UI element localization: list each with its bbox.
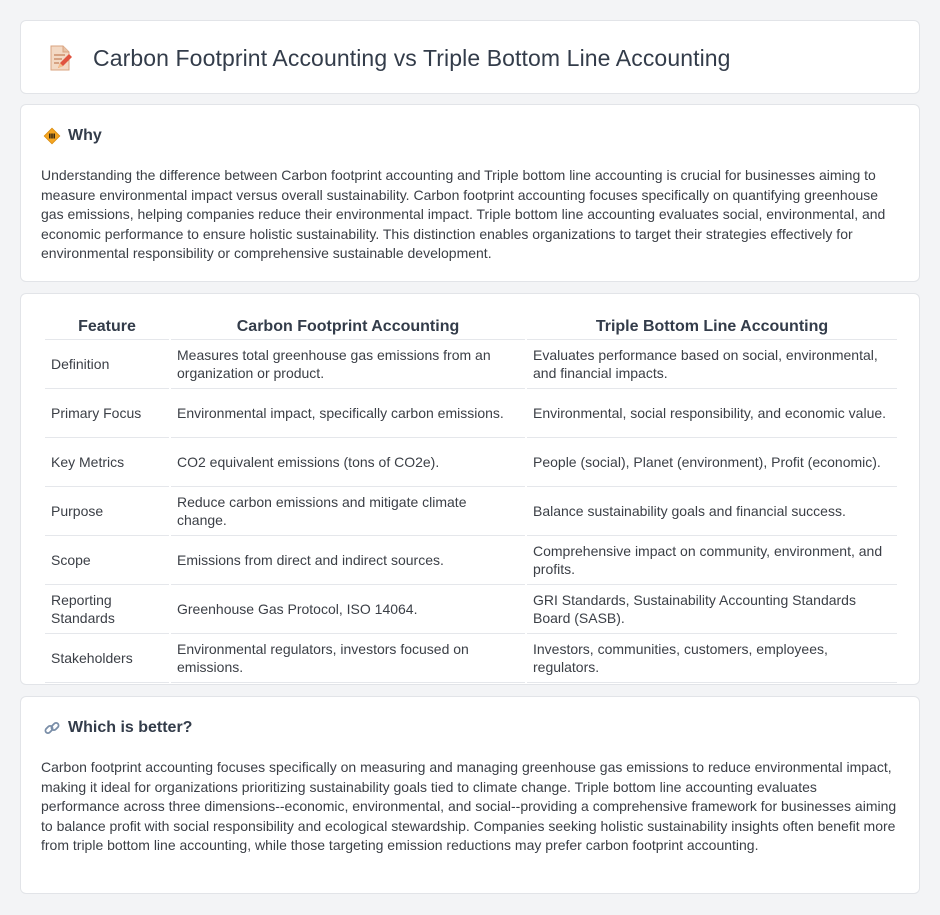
why-heading: Why — [68, 127, 102, 144]
carbon-cell: Environmental impact, specifically carbon emissions. — [171, 389, 525, 438]
feature-cell: Definition — [45, 340, 169, 389]
why-text: Understanding the difference between Carbon footprint accounting and Triple bottom line accounting is crucial for businesses aiming to measure environmental impact versus overall sustainability. Carbon footprint accounting focuses specifically on quantifying greenhouse gas emissions, helping companies reduce their environmental impact. Triple bottom line accounting evaluates social, environmental, and economic performance to ensure holistic sustainability. This distinction enables organizations to target their strategies effectively for environmental responsibility or comprehensive sustainable development. — [41, 167, 886, 261]
header-feature: Feature — [45, 316, 169, 340]
table-row — [45, 340, 897, 389]
tbl-cell: Investors, communities, customers, employees, regulators. — [527, 634, 897, 683]
warning-sign-icon — [43, 127, 61, 145]
why-card — [20, 104, 920, 282]
carbon-cell: Environmental regulators, investors focused on emissions. — [171, 634, 525, 683]
why-heading-row — [43, 127, 102, 145]
feature-cell: Stakeholders — [45, 634, 169, 683]
tbl-cell: Balance sustainability goals and financial success. — [527, 487, 897, 536]
feature-cell: Primary Focus — [45, 389, 169, 438]
tbl-cell: Evaluates performance based on social, environmental, and financial impacts. — [527, 340, 897, 389]
title-card — [20, 20, 920, 94]
table-header-row — [45, 316, 897, 340]
page-title: Carbon Footprint Accounting vs Triple Bottom Line Accounting — [93, 44, 731, 71]
feature-cell: Scope — [45, 536, 169, 585]
feature-cell: Purpose — [45, 487, 169, 536]
which-is-better-card — [20, 696, 920, 894]
carbon-cell: Emissions from direct and indirect sources. — [171, 536, 525, 585]
tbl-cell: Comprehensive impact on community, environment, and profits. — [527, 536, 897, 585]
feature-cell: Key Metrics — [45, 438, 169, 487]
header-triple-bottom-line: Triple Bottom Line Accounting — [527, 316, 897, 340]
better-heading-row — [43, 719, 192, 737]
tbl-cell: GRI Standards, Sustainability Accounting Standards Board (SASB). — [527, 585, 897, 634]
document-edit-icon — [45, 43, 75, 73]
table-row — [45, 389, 897, 438]
better-heading: Which is better? — [68, 719, 193, 736]
title-row — [45, 43, 731, 73]
table-row — [45, 487, 897, 536]
comparison-table — [43, 316, 899, 683]
feature-cell: Reporting Standards — [45, 585, 169, 634]
table-row — [45, 634, 897, 683]
carbon-cell: Reduce carbon emissions and mitigate climate change. — [171, 487, 525, 536]
carbon-cell: CO2 equivalent emissions (tons of CO2e). — [171, 438, 525, 487]
carbon-cell: Greenhouse Gas Protocol, ISO 14064. — [171, 585, 525, 634]
tbl-cell: People (social), Planet (environment), Profit (economic). — [527, 438, 897, 487]
table-row — [45, 438, 897, 487]
table-row — [45, 585, 897, 634]
comparison-card — [20, 293, 920, 685]
carbon-cell: Measures total greenhouse gas emissions from an organization or product. — [171, 340, 525, 389]
header-carbon-footprint: Carbon Footprint Accounting — [171, 316, 525, 340]
better-text: Carbon footprint accounting focuses specifically on measuring and managing greenhouse gas emissions to reduce environmental impact, making it ideal for organizations prioritizing sustainability goals tied to climate change. Triple bottom line accounting evaluates performance across three dimensions--economic, environmental, and social--providing a comprehensive framework for businesses aiming to balance profit with social responsibility and ecological stewardship. Companies seeking holistic sustainability insights often benefit more from triple bottom line accounting, while those targeting emission reductions may prefer carbon footprint accounting. — [41, 759, 897, 853]
tbl-cell: Environmental, social responsibility, and economic value. — [527, 389, 897, 438]
table-row — [45, 536, 897, 585]
link-icon — [43, 719, 61, 737]
